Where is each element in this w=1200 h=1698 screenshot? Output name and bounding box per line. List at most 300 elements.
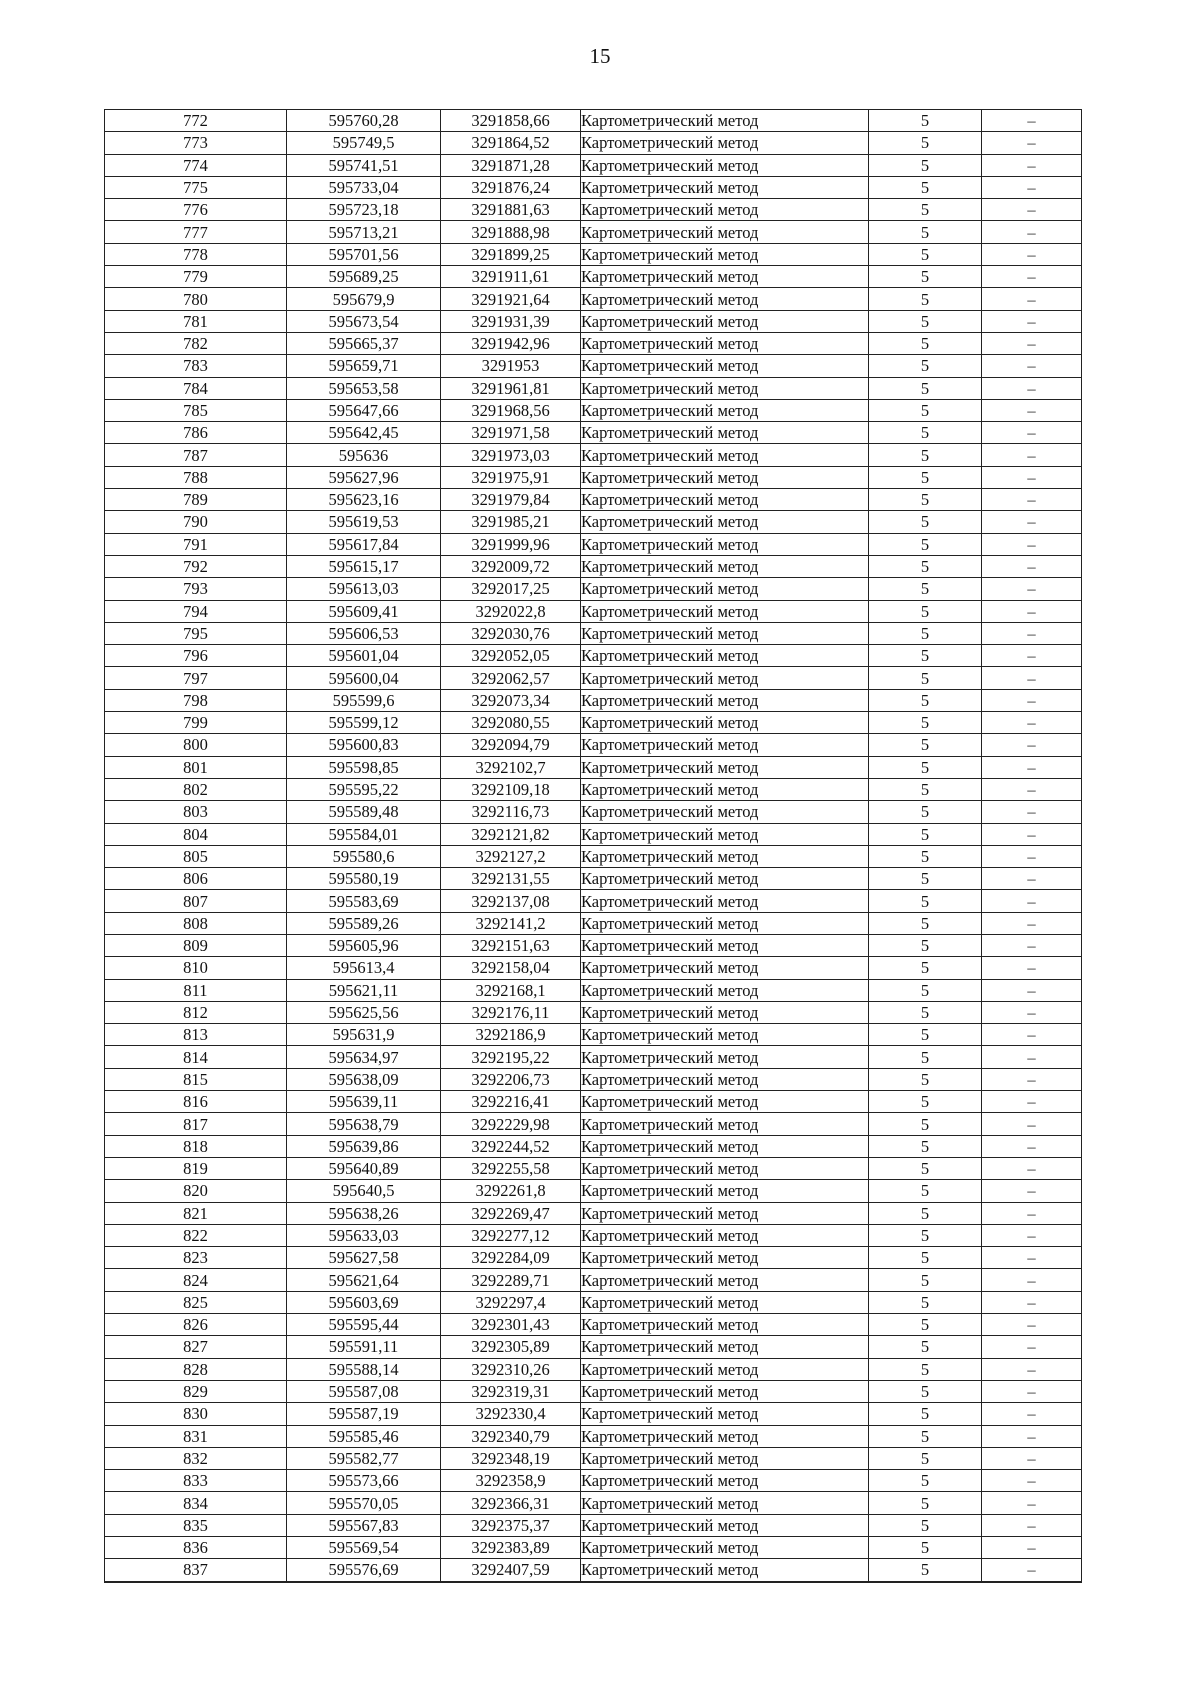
description-cell: – (982, 912, 1082, 934)
method-cell: Картометрический метод (581, 444, 869, 466)
y-coordinate-cell: 3291931,39 (441, 310, 581, 332)
method-cell: Картометрический метод (581, 221, 869, 243)
x-coordinate-cell: 595613,4 (287, 957, 441, 979)
accuracy-cell: 5 (869, 1336, 982, 1358)
y-coordinate-cell: 3291999,96 (441, 533, 581, 555)
method-cell: Картометрический метод (581, 1380, 869, 1402)
description-cell: – (982, 934, 1082, 956)
table-row (105, 645, 1082, 667)
y-coordinate-cell: 3292407,59 (441, 1559, 581, 1582)
y-coordinate-cell: 3292121,82 (441, 823, 581, 845)
accuracy-cell: 5 (869, 1470, 982, 1492)
point-number-cell: 791 (105, 533, 287, 555)
table-row (105, 310, 1082, 332)
accuracy-cell: 5 (869, 622, 982, 644)
description-cell: – (982, 823, 1082, 845)
description-cell: – (982, 1224, 1082, 1246)
y-coordinate-cell: 3292141,2 (441, 912, 581, 934)
table-row (105, 332, 1082, 354)
method-cell: Картометрический метод (581, 1269, 869, 1291)
y-coordinate-cell: 3292244,52 (441, 1135, 581, 1157)
table-row (105, 890, 1082, 912)
method-cell: Картометрический метод (581, 1001, 869, 1023)
x-coordinate-cell: 595600,83 (287, 734, 441, 756)
table-row (105, 1113, 1082, 1135)
y-coordinate-cell: 3292030,76 (441, 622, 581, 644)
description-cell: – (982, 310, 1082, 332)
point-number-cell: 833 (105, 1470, 287, 1492)
description-cell: – (982, 778, 1082, 800)
table-row (105, 243, 1082, 265)
x-coordinate-cell: 595606,53 (287, 622, 441, 644)
accuracy-cell: 5 (869, 332, 982, 354)
y-coordinate-cell: 3292383,89 (441, 1537, 581, 1559)
x-coordinate-cell: 595582,77 (287, 1447, 441, 1469)
coordinates-table-body (105, 110, 1082, 1582)
x-coordinate-cell: 595638,79 (287, 1113, 441, 1135)
method-cell: Картометрический метод (581, 555, 869, 577)
x-coordinate-cell: 595589,48 (287, 801, 441, 823)
y-coordinate-cell: 3292216,41 (441, 1091, 581, 1113)
x-coordinate-cell: 595589,26 (287, 912, 441, 934)
accuracy-cell: 5 (869, 555, 982, 577)
point-number-cell: 798 (105, 689, 287, 711)
point-number-cell: 824 (105, 1269, 287, 1291)
method-cell: Картометрический метод (581, 1224, 869, 1246)
table-row (105, 199, 1082, 221)
point-number-cell: 809 (105, 934, 287, 956)
description-cell: – (982, 667, 1082, 689)
table-row (105, 377, 1082, 399)
description-cell: – (982, 1380, 1082, 1402)
method-cell: Картометрический метод (581, 1291, 869, 1313)
method-cell: Картометрический метод (581, 890, 869, 912)
table-row (105, 1135, 1082, 1157)
y-coordinate-cell: 3292137,08 (441, 890, 581, 912)
point-number-cell: 836 (105, 1537, 287, 1559)
method-cell: Картометрический метод (581, 979, 869, 1001)
accuracy-cell: 5 (869, 444, 982, 466)
table-row (105, 1537, 1082, 1559)
method-cell: Картометрический метод (581, 645, 869, 667)
table-row (105, 221, 1082, 243)
description-cell: – (982, 1314, 1082, 1336)
x-coordinate-cell: 595600,04 (287, 667, 441, 689)
y-coordinate-cell: 3291971,58 (441, 422, 581, 444)
table-row (105, 1046, 1082, 1068)
table-row (105, 1157, 1082, 1179)
accuracy-cell: 5 (869, 1001, 982, 1023)
point-number-cell: 787 (105, 444, 287, 466)
table-row (105, 957, 1082, 979)
description-cell: – (982, 266, 1082, 288)
y-coordinate-cell: 3292131,55 (441, 868, 581, 890)
description-cell: – (982, 1537, 1082, 1559)
description-cell: – (982, 199, 1082, 221)
x-coordinate-cell: 595679,9 (287, 288, 441, 310)
method-cell: Картометрический метод (581, 1113, 869, 1135)
method-cell: Картометрический метод (581, 667, 869, 689)
accuracy-cell: 5 (869, 489, 982, 511)
point-number-cell: 802 (105, 778, 287, 800)
point-number-cell: 800 (105, 734, 287, 756)
table-row (105, 1224, 1082, 1246)
y-coordinate-cell: 3291973,03 (441, 444, 581, 466)
point-number-cell: 834 (105, 1492, 287, 1514)
description-cell: – (982, 734, 1082, 756)
y-coordinate-cell: 3292109,18 (441, 778, 581, 800)
accuracy-cell: 5 (869, 1135, 982, 1157)
method-cell: Картометрический метод (581, 176, 869, 198)
y-coordinate-cell: 3292195,22 (441, 1046, 581, 1068)
y-coordinate-cell: 3292310,26 (441, 1358, 581, 1380)
point-number-cell: 805 (105, 845, 287, 867)
point-number-cell: 825 (105, 1291, 287, 1313)
table-row (105, 1358, 1082, 1380)
x-coordinate-cell: 595638,26 (287, 1202, 441, 1224)
page-number: 15 (589, 44, 611, 68)
accuracy-cell: 5 (869, 957, 982, 979)
accuracy-cell: 5 (869, 1024, 982, 1046)
x-coordinate-cell: 595642,45 (287, 422, 441, 444)
accuracy-cell: 5 (869, 466, 982, 488)
description-cell: – (982, 1447, 1082, 1469)
table-row (105, 1314, 1082, 1336)
accuracy-cell: 5 (869, 845, 982, 867)
y-coordinate-cell: 3291961,81 (441, 377, 581, 399)
method-cell: Картометрический метод (581, 422, 869, 444)
point-number-cell: 797 (105, 667, 287, 689)
description-cell: – (982, 444, 1082, 466)
accuracy-cell: 5 (869, 600, 982, 622)
point-number-cell: 803 (105, 801, 287, 823)
table-row (105, 466, 1082, 488)
y-coordinate-cell: 3291921,64 (441, 288, 581, 310)
description-cell: – (982, 756, 1082, 778)
point-number-cell: 790 (105, 511, 287, 533)
point-number-cell: 789 (105, 489, 287, 511)
x-coordinate-cell: 595588,14 (287, 1358, 441, 1380)
x-coordinate-cell: 595623,16 (287, 489, 441, 511)
description-cell: – (982, 489, 1082, 511)
table-row (105, 712, 1082, 734)
method-cell: Картометрический метод (581, 1180, 869, 1202)
y-coordinate-cell: 3292158,04 (441, 957, 581, 979)
x-coordinate-cell: 595631,9 (287, 1024, 441, 1046)
accuracy-cell: 5 (869, 712, 982, 734)
method-cell: Картометрический метод (581, 756, 869, 778)
point-number-cell: 801 (105, 756, 287, 778)
x-coordinate-cell: 595580,19 (287, 868, 441, 890)
x-coordinate-cell: 595598,85 (287, 756, 441, 778)
description-cell: – (982, 288, 1082, 310)
description-cell: – (982, 622, 1082, 644)
point-number-cell: 835 (105, 1514, 287, 1536)
table-row (105, 1202, 1082, 1224)
x-coordinate-cell: 595599,6 (287, 689, 441, 711)
y-coordinate-cell: 3292116,73 (441, 801, 581, 823)
accuracy-cell: 5 (869, 667, 982, 689)
method-cell: Картометрический метод (581, 533, 869, 555)
y-coordinate-cell: 3292277,12 (441, 1224, 581, 1246)
y-coordinate-cell: 3291953 (441, 355, 581, 377)
description-cell: – (982, 1046, 1082, 1068)
accuracy-cell: 5 (869, 533, 982, 555)
x-coordinate-cell: 595733,04 (287, 176, 441, 198)
x-coordinate-cell: 595633,03 (287, 1224, 441, 1246)
point-number-cell: 783 (105, 355, 287, 377)
accuracy-cell: 5 (869, 1046, 982, 1068)
table-row (105, 1291, 1082, 1313)
x-coordinate-cell: 595595,44 (287, 1314, 441, 1336)
y-coordinate-cell: 3292340,79 (441, 1425, 581, 1447)
table-row (105, 154, 1082, 176)
accuracy-cell: 5 (869, 377, 982, 399)
description-cell: – (982, 1247, 1082, 1269)
table-row (105, 1180, 1082, 1202)
description-cell: – (982, 355, 1082, 377)
accuracy-cell: 5 (869, 734, 982, 756)
table-row (105, 132, 1082, 154)
x-coordinate-cell: 595659,71 (287, 355, 441, 377)
description-cell: – (982, 1068, 1082, 1090)
accuracy-cell: 5 (869, 511, 982, 533)
method-cell: Картометрический метод (581, 1135, 869, 1157)
y-coordinate-cell: 3292176,11 (441, 1001, 581, 1023)
accuracy-cell: 5 (869, 1180, 982, 1202)
description-cell: – (982, 801, 1082, 823)
x-coordinate-cell: 595613,03 (287, 578, 441, 600)
accuracy-cell: 5 (869, 1068, 982, 1090)
method-cell: Картометрический метод (581, 957, 869, 979)
y-coordinate-cell: 3292127,2 (441, 845, 581, 867)
y-coordinate-cell: 3292017,25 (441, 578, 581, 600)
y-coordinate-cell: 3292289,71 (441, 1269, 581, 1291)
accuracy-cell: 5 (869, 1202, 982, 1224)
table-row (105, 689, 1082, 711)
method-cell: Картометрический метод (581, 1024, 869, 1046)
description-cell: – (982, 1403, 1082, 1425)
accuracy-cell: 5 (869, 645, 982, 667)
x-coordinate-cell: 595601,04 (287, 645, 441, 667)
x-coordinate-cell: 595640,89 (287, 1157, 441, 1179)
method-cell: Картометрический метод (581, 1202, 869, 1224)
x-coordinate-cell: 595741,51 (287, 154, 441, 176)
point-number-cell: 784 (105, 377, 287, 399)
x-coordinate-cell: 595576,69 (287, 1559, 441, 1582)
method-cell: Картометрический метод (581, 689, 869, 711)
table-row (105, 600, 1082, 622)
x-coordinate-cell: 595580,6 (287, 845, 441, 867)
point-number-cell: 828 (105, 1358, 287, 1380)
x-coordinate-cell: 595713,21 (287, 221, 441, 243)
method-cell: Картометрический метод (581, 823, 869, 845)
accuracy-cell: 5 (869, 355, 982, 377)
method-cell: Картометрический метод (581, 1091, 869, 1113)
description-cell: – (982, 1135, 1082, 1157)
method-cell: Картометрический метод (581, 622, 869, 644)
x-coordinate-cell: 595749,5 (287, 132, 441, 154)
accuracy-cell: 5 (869, 266, 982, 288)
point-number-cell: 779 (105, 266, 287, 288)
y-coordinate-cell: 3292297,4 (441, 1291, 581, 1313)
description-cell: – (982, 1001, 1082, 1023)
accuracy-cell: 5 (869, 823, 982, 845)
table-row (105, 533, 1082, 555)
x-coordinate-cell: 595583,69 (287, 890, 441, 912)
point-number-cell: 811 (105, 979, 287, 1001)
point-number-cell: 777 (105, 221, 287, 243)
x-coordinate-cell: 595625,56 (287, 1001, 441, 1023)
accuracy-cell: 5 (869, 1425, 982, 1447)
point-number-cell: 829 (105, 1380, 287, 1402)
x-coordinate-cell: 595605,96 (287, 934, 441, 956)
x-coordinate-cell: 595640,5 (287, 1180, 441, 1202)
y-coordinate-cell: 3292052,05 (441, 645, 581, 667)
method-cell: Картометрический метод (581, 712, 869, 734)
accuracy-cell: 5 (869, 1537, 982, 1559)
point-number-cell: 815 (105, 1068, 287, 1090)
accuracy-cell: 5 (869, 1291, 982, 1313)
point-number-cell: 823 (105, 1247, 287, 1269)
y-coordinate-cell: 3292022,8 (441, 600, 581, 622)
point-number-cell: 786 (105, 422, 287, 444)
x-coordinate-cell: 595621,11 (287, 979, 441, 1001)
y-coordinate-cell: 3292319,31 (441, 1380, 581, 1402)
accuracy-cell: 5 (869, 221, 982, 243)
method-cell: Картометрический метод (581, 310, 869, 332)
point-number-cell: 832 (105, 1447, 287, 1469)
method-cell: Картометрический метод (581, 1314, 869, 1336)
point-number-cell: 806 (105, 868, 287, 890)
accuracy-cell: 5 (869, 288, 982, 310)
accuracy-cell: 5 (869, 154, 982, 176)
y-coordinate-cell: 3292080,55 (441, 712, 581, 734)
point-number-cell: 780 (105, 288, 287, 310)
x-coordinate-cell: 595665,37 (287, 332, 441, 354)
table-row (105, 979, 1082, 1001)
y-coordinate-cell: 3292102,7 (441, 756, 581, 778)
method-cell: Картометрический метод (581, 801, 869, 823)
method-cell: Картометрический метод (581, 1157, 869, 1179)
method-cell: Картометрический метод (581, 332, 869, 354)
x-coordinate-cell: 595627,58 (287, 1247, 441, 1269)
x-coordinate-cell: 595634,97 (287, 1046, 441, 1068)
y-coordinate-cell: 3292094,79 (441, 734, 581, 756)
y-coordinate-cell: 3292062,57 (441, 667, 581, 689)
y-coordinate-cell: 3292330,4 (441, 1403, 581, 1425)
x-coordinate-cell: 595647,66 (287, 399, 441, 421)
table-row (105, 845, 1082, 867)
y-coordinate-cell: 3291942,96 (441, 332, 581, 354)
description-cell: – (982, 399, 1082, 421)
y-coordinate-cell: 3291881,63 (441, 199, 581, 221)
description-cell: – (982, 221, 1082, 243)
point-number-cell: 827 (105, 1336, 287, 1358)
table-row (105, 912, 1082, 934)
table-row (105, 1336, 1082, 1358)
x-coordinate-cell: 595638,09 (287, 1068, 441, 1090)
description-cell: – (982, 377, 1082, 399)
point-number-cell: 799 (105, 712, 287, 734)
point-number-cell: 782 (105, 332, 287, 354)
accuracy-cell: 5 (869, 689, 982, 711)
y-coordinate-cell: 3291899,25 (441, 243, 581, 265)
point-number-cell: 804 (105, 823, 287, 845)
y-coordinate-cell: 3291864,52 (441, 132, 581, 154)
x-coordinate-cell: 595599,12 (287, 712, 441, 734)
accuracy-cell: 5 (869, 1514, 982, 1536)
accuracy-cell: 5 (869, 1314, 982, 1336)
accuracy-cell: 5 (869, 801, 982, 823)
description-cell: – (982, 555, 1082, 577)
table-row (105, 823, 1082, 845)
description-cell: – (982, 243, 1082, 265)
accuracy-cell: 5 (869, 778, 982, 800)
coordinates-table (104, 109, 1082, 1583)
description-cell: – (982, 176, 1082, 198)
y-coordinate-cell: 3292073,34 (441, 689, 581, 711)
y-coordinate-cell: 3292151,63 (441, 934, 581, 956)
table-row (105, 355, 1082, 377)
y-coordinate-cell: 3292186,9 (441, 1024, 581, 1046)
table-row (105, 555, 1082, 577)
method-cell: Картометрический метод (581, 600, 869, 622)
y-coordinate-cell: 3292366,31 (441, 1492, 581, 1514)
point-number-cell: 795 (105, 622, 287, 644)
table-row (105, 489, 1082, 511)
description-cell: – (982, 578, 1082, 600)
table-row (105, 511, 1082, 533)
method-cell: Картометрический метод (581, 1046, 869, 1068)
description-cell: – (982, 1514, 1082, 1536)
table-row (105, 1068, 1082, 1090)
description-cell: – (982, 1269, 1082, 1291)
description-cell: – (982, 332, 1082, 354)
point-number-cell: 818 (105, 1135, 287, 1157)
method-cell: Картометрический метод (581, 1447, 869, 1469)
method-cell: Картометрический метод (581, 778, 869, 800)
accuracy-cell: 5 (869, 1247, 982, 1269)
table-row (105, 1247, 1082, 1269)
description-cell: – (982, 1559, 1082, 1582)
table-row (105, 422, 1082, 444)
x-coordinate-cell: 595570,05 (287, 1492, 441, 1514)
method-cell: Картометрический метод (581, 868, 869, 890)
point-number-cell: 817 (105, 1113, 287, 1135)
table-row (105, 1001, 1082, 1023)
accuracy-cell: 5 (869, 132, 982, 154)
accuracy-cell: 5 (869, 1269, 982, 1291)
point-number-cell: 810 (105, 957, 287, 979)
description-cell: – (982, 1470, 1082, 1492)
accuracy-cell: 5 (869, 1403, 982, 1425)
description-cell: – (982, 712, 1082, 734)
table-row (105, 734, 1082, 756)
method-cell: Картометрический метод (581, 266, 869, 288)
method-cell: Картометрический метод (581, 399, 869, 421)
accuracy-cell: 5 (869, 176, 982, 198)
x-coordinate-cell: 595587,08 (287, 1380, 441, 1402)
accuracy-cell: 5 (869, 399, 982, 421)
description-cell: – (982, 1157, 1082, 1179)
x-coordinate-cell: 595723,18 (287, 199, 441, 221)
method-cell: Картометрический метод (581, 110, 869, 132)
table-row (105, 1470, 1082, 1492)
description-cell: – (982, 1425, 1082, 1447)
table-row (105, 1091, 1082, 1113)
x-coordinate-cell: 595689,25 (287, 266, 441, 288)
